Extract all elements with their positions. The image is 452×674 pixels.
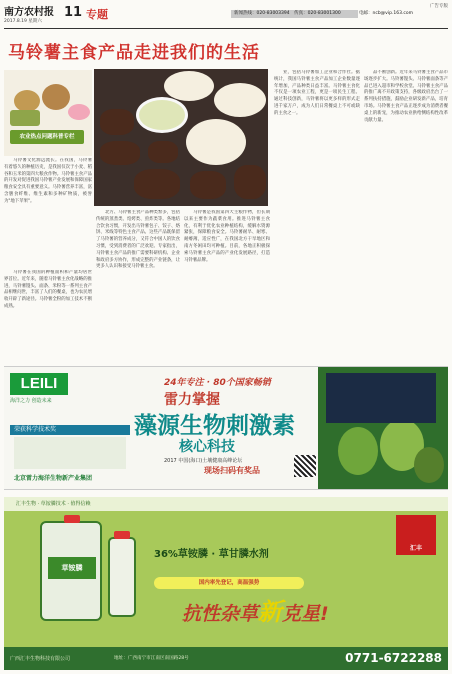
article-column-1b: [4, 270, 92, 362]
ad-top-banner: [4, 497, 448, 511]
page-tagline: 广告专版: [430, 4, 448, 9]
slogan-part-c: 克星!: [282, 603, 329, 625]
slogan-part-a: 抗性杂草: [182, 603, 259, 625]
award-banner: 荣获科学技术奖: [10, 425, 130, 435]
ad-top-banner-text: 汇丰生物 · 草铵膦技术 · 值得信赖: [16, 501, 91, 507]
bottle-cap: [64, 515, 80, 523]
column-badge: 农业热点问题科普专栏: [10, 130, 84, 144]
potato-dish: [134, 169, 180, 199]
award-images: [14, 437, 126, 469]
forum-text: 2017 中国(海口)土壤健康高峰论坛: [164, 458, 243, 464]
leili-company: 北京雷力海洋生物新产业集团: [14, 475, 93, 482]
left-illustration: [4, 70, 92, 156]
article-column-3: [184, 210, 270, 362]
headline: 马铃薯主食产品走进我们的生活: [8, 43, 260, 63]
leili-brand-line: 雷力掌握: [164, 392, 220, 408]
newspaper-logo: 南方农村报: [4, 7, 54, 18]
slogan-part-b: 新: [258, 598, 283, 626]
potato-icon: [42, 84, 70, 110]
qr-code-icon: [294, 455, 316, 477]
footer-company: 广西汇丰生物科技有限公司: [10, 656, 71, 662]
fruit: [338, 427, 378, 475]
soup-bowl: [136, 97, 188, 133]
leili-logo: LEILI: [10, 373, 68, 395]
forum-cta: 现场扫码有奖品: [204, 466, 260, 475]
article-text: 马铃薯文化源远流长。在我国，马铃薯有着悠久的种植历史，是我国仅次于小麦、稻谷和玉米的第四大粮食作物。马铃薯主食产品的开发对促进我国马铃薯产业发展和保障国家粮食安全具有重要意义。马铃薯营养丰富，富含膳食纤维、维生素和多种矿物质，被誉为"地下苹果"。: [4, 158, 92, 204]
huifeng-advertisement: [4, 497, 448, 670]
leili-advertisement: [4, 366, 448, 490]
article-text: 马铃薯在我国的种植面积和产量均居世界首位。近年来，随着马铃薯主食化战略的推进，马铃薯馒头、面条、米粉等一系列主食产品相继问世，丰富了人们的餐桌，也为农民增收开辟了新途径。马铃薯全粉的加工技术不断成熟。: [4, 270, 92, 309]
page-number: 11: [64, 5, 83, 20]
registration-oval: 国内率先登记，高温强势: [154, 577, 304, 589]
bottle-cap: [114, 531, 130, 539]
potato-dish: [190, 171, 226, 199]
huifeng-slogan: [182, 592, 329, 627]
product-bottle-large: [40, 521, 102, 621]
sack-icon: [10, 110, 40, 126]
article-text: 北方、马铃薯主食产品种类繁多，包括传统的蒸煮类、焙烤类、煎炸类等。各地结合饮食习惯，开发出马铃薯包子、饺子、烙饼、米线等特色主食产品。这些产品既保留了马铃薯的营养成分，又符合中国人的饮食习惯，受到消费者的广泛欢迎。专家指出，马铃薯主食产品的推广需要科研机构、企业和政府多方协作，形成完整的产业链条，让更多人认识和接受马铃薯主食。: [96, 210, 180, 270]
footer-address: 地址：广西南宁市江南区南国路28号: [114, 656, 189, 661]
lab-photo: [326, 373, 436, 423]
masthead: [4, 3, 448, 29]
footer-phone: 0771-6722288: [345, 651, 442, 665]
leili-main-slogan: 藻源生物刺激素: [134, 413, 295, 439]
article-text: 品不断创新。近年来马铃薯主食产品市场逐步扩大。马铃薯馒头、马铃薯面条等产品已进入超市和学校食堂。马铃薯主食产品的推广离不开政策支持，各级政府出台了一系列扶持措施，鼓励企业研发新产品，培育市场。马铃薯主食产品正逐步成为消费者餐桌上的新宠，为推动农业供给侧结构性改革贡献力量。: [364, 70, 448, 123]
article-text: 马铃薯是我国第四大主粮作物，但长期以来主要作为蔬菜食用。推进马铃薯主食化，有利于优化农业种植结构，缓解水资源紧张，保障粮食安全。马铃薯耐旱、耐寒、耐瘠薄，适应性广，在我国北方干旱地区和南方冬闲田均可种植。目前，各地正积极探索马铃薯主食产品的产业化发展路径，打造马铃薯品牌。: [184, 210, 270, 263]
product-bottle-small: [108, 537, 136, 617]
email: 电邮：ncb@vip.163.com: [359, 11, 414, 16]
ad-footer: [4, 647, 448, 670]
leili-sub-slogan: 核心科技: [179, 439, 235, 455]
plate: [164, 71, 214, 101]
product-percent-line: 36%草铵膦 · 草甘膦水剂: [154, 549, 269, 560]
potato-icon: [14, 90, 40, 112]
potato-dish: [100, 141, 140, 165]
leili-logo-slogan: 海洋之力 创造未来: [10, 398, 52, 404]
potato-dish: [234, 165, 266, 199]
article-column-1a: [4, 158, 92, 268]
leili-tagline: 24年专注 · 80个国家畅销: [164, 378, 271, 388]
potato-dish: [148, 141, 178, 163]
issue-date: 2017.8.19 星期六: [4, 19, 42, 24]
food-photo: [94, 69, 268, 206]
fruit: [414, 447, 444, 483]
section-name: 专题: [86, 8, 108, 21]
potato-dish: [100, 109, 134, 135]
article-column-4: [274, 70, 360, 362]
article-column-2: [96, 210, 180, 362]
huifeng-logo: 汇丰: [396, 515, 436, 555]
article-text: 业，包括马铃薯加工企业和合作社。据统计，我国马铃薯主食产品加工企业数量逐年增加，产品种类日益丰富。马铃薯主食化不仅是一项农业工程，更是一项民生工程。通过科技创新，马铃薯将以更多样的形式走进千家万户，成为人们日常餐桌上不可或缺的主食之一。: [274, 70, 360, 116]
plate: [186, 119, 246, 165]
plate: [214, 83, 266, 117]
article-column-5: [364, 70, 448, 362]
hotline: 新闻热线：020-83003394 传真：020-83001300: [231, 10, 358, 18]
product-label: 草铵膦: [48, 557, 96, 579]
pig-icon: [68, 104, 90, 120]
